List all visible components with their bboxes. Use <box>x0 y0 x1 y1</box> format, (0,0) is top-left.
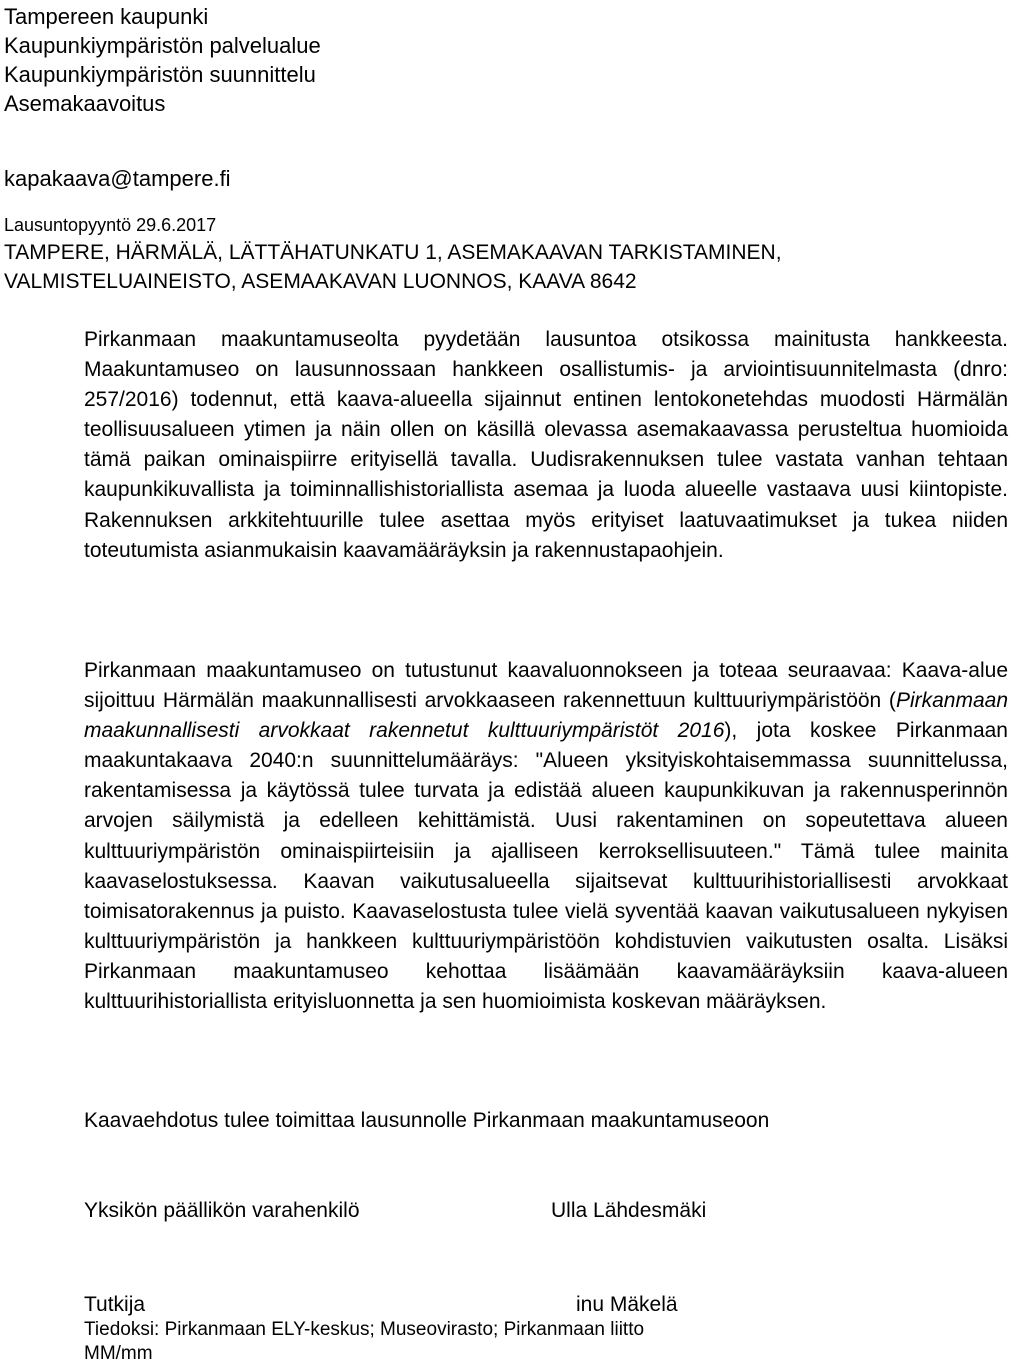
subject-line: VALMISTELUAINEISTO, ASEMAAKAVAN LUONNOS, KAAVA 8642 <box>4 270 637 293</box>
paragraph-2-start: Pirkanmaan maakuntamuseo on tutustunut kaavaluonnokseen ja toteaa seuraavaa: Kaava-alue sijoittuu Härmälän maakunnallisesti arvokkaaseen rakennettuun kulttuuriympäristöön ( <box>84 659 1008 713</box>
signature-role-2: Tutkija <box>84 1293 146 1316</box>
paragraph-2 <box>84 656 1008 1017</box>
signature-name-2: inu Mäkelä <box>576 1293 678 1316</box>
copy-recipients: Tiedoksi: Pirkanmaan ELY-keskus; Museovirasto; Pirkanmaan liitto <box>84 1319 645 1340</box>
signature-name-1: Ulla Lähdesmäki <box>551 1199 707 1222</box>
sender-line: Kaupunkiympäristön palvelualue <box>4 33 321 58</box>
paragraph-1: Pirkanmaan maakuntamuseolta pyydetään lausuntoa otsikossa mainitusta hankkeesta. Maakuntamuseo on lausunnossaan hankkeen osallistumis- ja arviointisuunnitelmasta (dnro: 257/2016) todennut, että kaava-alueella sijainnut entinen lentokonetehdas muodosti Härmälän teollisuusalueen ytimen ja näin ollen on käsillä olevassa asemakaavassa perusteltua huomioida tämä paikan ominaispiirre erityisellä tavalla. Uudisrakennuksen tulee vastata vanhan tehtaan kaupunkikuvallista ja toiminnallishistoriallista asemaa ja luoda alueelle vastaava uusi kiintopiste. Rakennuksen arkkitehtuurille tulee asettaa myös erityiset laatuvaatimukset ja tukea niiden toteutumista asianmukaisin kaavamääräyksin ja rakennustapaohjein. <box>84 328 1008 562</box>
subject-line: TAMPERE, HÄRMÄLÄ, LÄTTÄHATUNKATU 1, ASEMAKAAVAN TARKISTAMINEN, <box>4 241 782 264</box>
paragraph-2-citation: Pirkanmaan maakunnallisesti arvokkaat rakennetut kulttuuriympäristöt 2016 <box>84 689 1008 743</box>
request-date: Lausuntopyyntö 29.6.2017 <box>4 215 217 235</box>
sender-line: Tampereen kaupunki <box>4 4 209 29</box>
signature-role-1: Yksikön päällikön varahenkilö <box>84 1199 360 1222</box>
author-initials: MM/mm <box>84 1343 153 1364</box>
sender-line: Asemakaavoitus <box>4 91 166 116</box>
sender-email: kapakaava@tampere.fi <box>4 166 231 191</box>
paragraph-3: Kaavaehdotus tulee toimittaa lausunnolle Pirkanmaan maakuntamuseoon <box>84 1109 770 1132</box>
sender-line: Kaupunkiympäristön suunnittelu <box>4 62 316 87</box>
subject-heading <box>4 238 1014 296</box>
paragraph-2-end: ), jota koskee Pirkanmaan maakuntakaava 2040:n suunnittelumääräys: "Alueen yksityiskohtaisemmassa suunnittelussa, rakentamisessa ja käytössä tulee turvata ja edistää alueen kaupunkikuvan ja rakennusperinnön arvojen säilymistä ja edelleen kehittämistä. Uusi rakentaminen on sopeutettava alueen kulttuuriympäristön ominaispiirteisiin ja ajalliseen kerroksellisuuteen." Tämä tulee mainita kaavaselostuksessa. Kaavan vaikutusalueella sijaitsevat kulttuurihistoriallisesti arvokkaat toimisatorakennus ja puisto. Kaavaselostusta tulee vielä syventää kaavan vaikutusalueen nykyisen kulttuuriympäristön ja hankkeen kulttuuriympäristöön kohdistuvien vaikutusten osalta. Lisäksi Pirkanmaan maakuntamuseo kehottaa lisäämään kaavamääräyksiin kaava-alueen kulttuurihistoriallista erityisluonnetta ja sen huomioimista koskevan määräyksen. <box>84 719 1008 1014</box>
sender-address <box>4 2 321 118</box>
